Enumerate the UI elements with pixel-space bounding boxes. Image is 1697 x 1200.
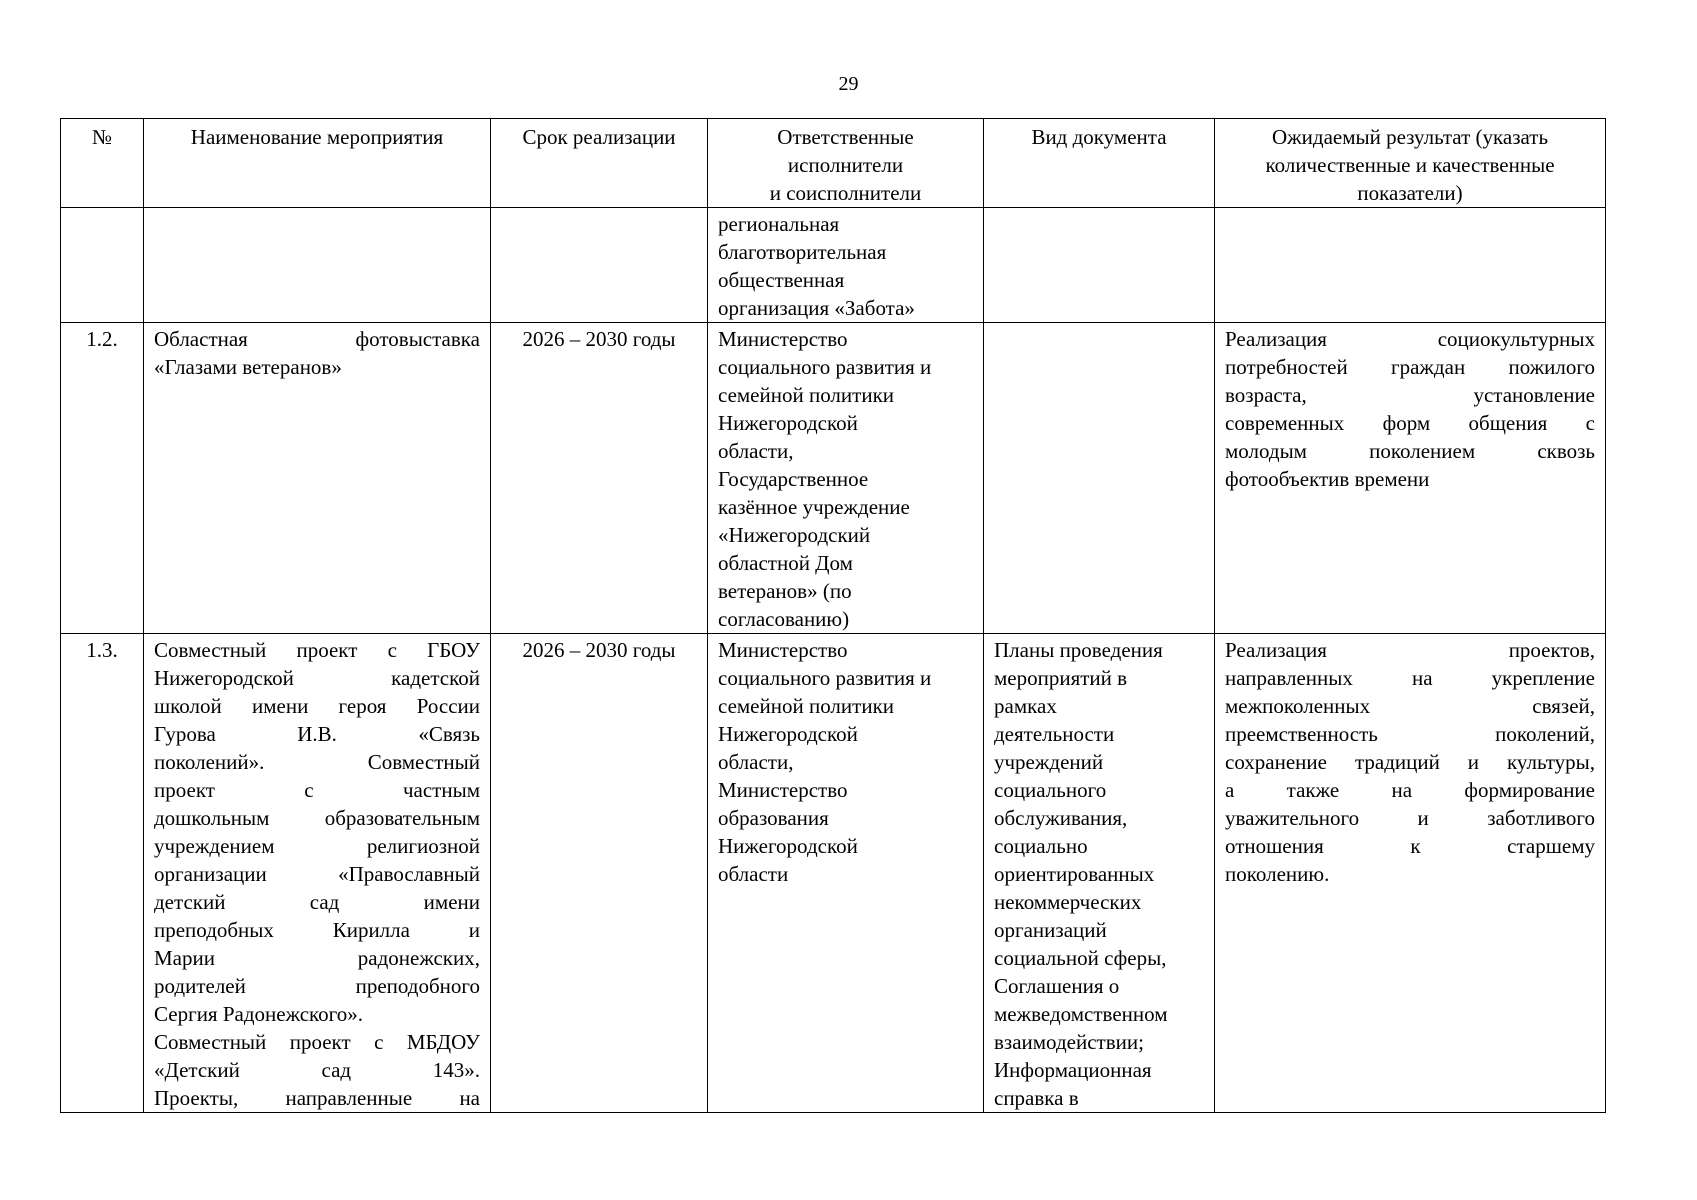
text-line: Планы проведения (994, 638, 1163, 662)
cell-name (144, 634, 491, 1113)
text-line: социального развития и (718, 666, 932, 690)
cell-responsible (708, 208, 984, 323)
header-result-line: Ожидаемый результат (указать (1271, 125, 1549, 149)
cell-doc-type (984, 323, 1215, 634)
text-line: мероприятий в (994, 666, 1128, 690)
header-term: Срок реализации (491, 119, 708, 208)
text-line: организации «Православный (154, 862, 480, 886)
text-line: современных форм общения с (1225, 411, 1595, 435)
text-line: социального (994, 778, 1107, 802)
table-row-continuation (61, 208, 1606, 323)
text-line: образования (718, 806, 829, 830)
header-responsible-line: исполнители (787, 153, 904, 177)
header-num: № (61, 119, 144, 208)
text-line: возраста, установление (1225, 383, 1595, 407)
text-line: поколению. (1225, 862, 1330, 886)
table-row-1-3 (61, 634, 1606, 1113)
text-line: казённое учреждение (718, 495, 910, 519)
text-line: деятельности (994, 722, 1115, 746)
cell-num: 1.2. (61, 323, 144, 634)
text-line: социальной сферы, (994, 946, 1167, 970)
header-result-line: показатели) (1357, 181, 1463, 205)
text-line: ориентированных (994, 862, 1155, 886)
text-line: сохранение традиций и культуры, (1225, 750, 1595, 774)
text-line: обслуживания, (994, 806, 1128, 830)
text-line: социального развития и (718, 355, 932, 379)
text-line: отношения к старшему (1225, 834, 1595, 858)
header-result-line: количественные и качественные (1265, 153, 1555, 177)
text-line: Министерство (718, 638, 848, 662)
text-line: Соглашения о (994, 974, 1120, 998)
text-line: Гурова И.В. «Связь (154, 722, 480, 746)
text-line: рамках (994, 694, 1057, 718)
text-line: Нижегородской кадетской (154, 666, 480, 690)
text-line: потребностей граждан пожилого (1225, 355, 1595, 379)
text-line: ветеранов» (по (718, 579, 852, 603)
text-line: фотообъектив времени (1225, 467, 1430, 491)
cell-term: 2026 – 2030 годы (491, 323, 708, 634)
cell-term (491, 208, 708, 323)
header-responsible-line: и соисполнители (769, 181, 922, 205)
header-result (1215, 119, 1606, 208)
cell-doc-type (984, 208, 1215, 323)
text-line: учреждением религиозной (154, 834, 480, 858)
header-doc-type: Вид документа (984, 119, 1215, 208)
text-line: проект с частным (154, 778, 480, 802)
text-line: преемственность поколений, (1225, 722, 1595, 746)
cell-responsible (708, 634, 984, 1113)
text-line: Информационная (994, 1058, 1152, 1082)
text-line: молодым поколением сквозь (1225, 439, 1595, 463)
text-line: Государственное (718, 467, 869, 491)
text-line: семейной политики (718, 383, 895, 407)
text-line: «Нижегородский (718, 523, 871, 547)
text-line: межпоколенных связей, (1225, 694, 1595, 718)
cell-result (1215, 323, 1606, 634)
text-line: Нижегородской (718, 834, 858, 858)
text-line: некоммерческих (994, 890, 1142, 914)
cell-responsible (708, 323, 984, 634)
text-line: Совместный проект с ГБОУ (154, 638, 480, 662)
text-line: согласованию) (718, 607, 850, 631)
text-line: Реализация проектов, (1225, 638, 1595, 662)
header-responsible-line: Ответственные (777, 125, 914, 149)
action-plan-table (60, 118, 1606, 1113)
text-line: преподобных Кирилла и (154, 918, 480, 942)
text-line: родителей преподобного (154, 974, 480, 998)
text-line: семейной политики (718, 694, 895, 718)
text-line: общественная (718, 268, 845, 292)
text-line: дошкольным образовательным (154, 806, 480, 830)
text-line: социально (994, 834, 1088, 858)
text-line: Совместный проект с МБДОУ (154, 1030, 480, 1054)
text-line: области (718, 862, 789, 886)
text-line: Нижегородской (718, 722, 858, 746)
text-line: поколений». Совместный (154, 750, 480, 774)
text-line: Марии радонежских, (154, 946, 480, 970)
text-line: областной Дом (718, 551, 853, 575)
text-line: Нижегородской (718, 411, 858, 435)
table-row-1-2 (61, 323, 1606, 634)
text-line: организация «Забота» (718, 296, 915, 320)
cell-num: 1.3. (61, 634, 144, 1113)
text-line: области, (718, 750, 794, 774)
text-line: региональная (718, 212, 840, 236)
text-line: учреждений (994, 750, 1104, 774)
text-line: «Детский сад 143». (154, 1058, 480, 1082)
text-line: направленных на укрепление (1225, 666, 1595, 690)
cell-result (1215, 208, 1606, 323)
header-name: Наименование мероприятия (144, 119, 491, 208)
text-line: области, (718, 439, 794, 463)
text-line: справка в (994, 1086, 1079, 1110)
cell-name (144, 208, 491, 323)
text-line: межведомственном (994, 1002, 1168, 1026)
header-responsible (708, 119, 984, 208)
text-line: Министерство (718, 778, 848, 802)
cell-num (61, 208, 144, 323)
text-line: уважительного и заботливого (1225, 806, 1595, 830)
cell-term: 2026 – 2030 годы (491, 634, 708, 1113)
page-number: 29 (838, 73, 859, 95)
text-line: благотворительная (718, 240, 887, 264)
text-line: а также на формирование (1225, 778, 1595, 802)
cell-name (144, 323, 491, 634)
text-line: школой имени героя России (154, 694, 480, 718)
text-line: организаций (994, 918, 1107, 942)
table-header-row (61, 119, 1606, 208)
text-line: Реализация социокультурных (1225, 327, 1595, 351)
text-line: детский сад имени (154, 890, 480, 914)
text-line: Проекты, направленные на (154, 1086, 480, 1110)
text-line: Сергия Радонежского». (154, 1002, 364, 1026)
text-line: взаимодействии; (994, 1030, 1144, 1054)
cell-doc-type (984, 634, 1215, 1113)
text-line: Областная фотовыставка (154, 327, 480, 351)
cell-result (1215, 634, 1606, 1113)
text-line: «Глазами ветеранов» (154, 355, 342, 379)
text-line: Министерство (718, 327, 848, 351)
